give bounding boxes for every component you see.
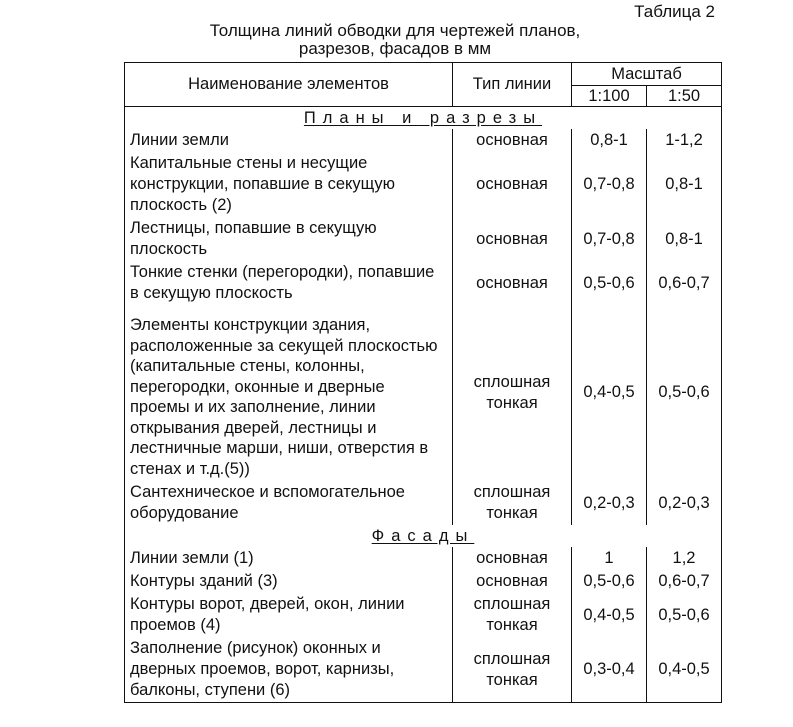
row-line-type: сплошная тонкая <box>453 593 572 637</box>
row-element-name: Линии земли <box>125 129 453 152</box>
table-row <box>125 261 722 305</box>
row-line-type: основная <box>453 261 572 305</box>
row-element-name: Капитальные стены и несущие конструкции, попавшие в секущую плоскость (2) <box>125 152 453 217</box>
line-thickness-table <box>124 62 722 703</box>
row-scale-50: 1,2 <box>647 547 722 570</box>
table-row <box>125 152 722 217</box>
row-element-name: Тонкие стенки (перегородки), попавшие в секущую плоскость <box>125 261 453 305</box>
row-element-name: Заполнение (рисунок) оконных и дверных проемов, ворот, карнизы, балконы, ступени (6) <box>125 637 453 703</box>
row-element-name: Контуры зданий (3) <box>125 570 453 593</box>
table-row <box>125 480 722 525</box>
caption-line-2: разрезов, фасадов в мм <box>298 39 492 58</box>
header-scale-100: 1:100 <box>572 86 647 107</box>
section-facades-label: Фасады <box>371 527 475 545</box>
row-element-name: Линии земли (1) <box>125 547 453 570</box>
row-scale-100: 0,8-1 <box>572 129 647 152</box>
caption-line-1: Толщина линий обводки для чертежей планов, <box>209 21 581 40</box>
row-scale-50: 0,5-0,6 <box>647 593 722 637</box>
row-scale-100: 0,7-0,8 <box>572 152 647 217</box>
row-line-type: основная <box>453 547 572 570</box>
header-name: Наименование элементов <box>125 63 453 107</box>
table-row <box>125 547 722 570</box>
row-line-type: основная <box>453 129 572 152</box>
row-scale-100: 0,2-0,3 <box>572 480 647 525</box>
row-line-type: сплошная тонкая <box>453 480 572 525</box>
row-scale-50: 0,8-1 <box>647 217 722 261</box>
row-scale-100: 0,5-0,6 <box>572 570 647 593</box>
table-row <box>125 305 722 480</box>
table-row <box>125 593 722 637</box>
row-scale-50: 0,6-0,7 <box>647 261 722 305</box>
table-caption <box>200 22 590 58</box>
row-element-name: Лестницы, попавшие в секущую плоскость <box>125 217 453 261</box>
header-scale: Масштаб <box>572 63 722 86</box>
row-scale-50: 0,5-0,6 <box>647 305 722 480</box>
row-line-type: основная <box>453 217 572 261</box>
table-row <box>125 217 722 261</box>
row-line-type: основная <box>453 152 572 217</box>
row-scale-100: 0,5-0,6 <box>572 261 647 305</box>
row-line-type: сплошная тонкая <box>453 637 572 703</box>
row-scale-100: 0,3-0,4 <box>572 637 647 703</box>
row-scale-100: 0,7-0,8 <box>572 217 647 261</box>
row-scale-100: 1 <box>572 547 647 570</box>
table-row <box>125 637 722 703</box>
row-line-type: основная <box>453 570 572 593</box>
row-scale-50: 0,8-1 <box>647 152 722 217</box>
header-line-type: Тип линии <box>453 63 572 107</box>
section-plans <box>125 107 722 130</box>
row-scale-100: 0,4-0,5 <box>572 305 647 480</box>
row-element-name: Сантехническое и вспомогательное оборудование <box>125 480 453 525</box>
row-scale-100: 0,4-0,5 <box>572 593 647 637</box>
row-scale-50: 0,2-0,3 <box>647 480 722 525</box>
section-facades <box>125 525 722 547</box>
row-element-name: Элементы конструкции здания, расположенные за секущей плоскостью (капитальные стены, колонны, перегородки, оконные и дверные проемы и их заполнение, линии открывания дверей, лестницы и лестничные марши, ниши, отверстия в стенах и т.д.(5)) <box>125 305 453 480</box>
row-element-name: Контуры ворот, дверей, окон, линии проемов (4) <box>125 593 453 637</box>
row-scale-50: 0,6-0,7 <box>647 570 722 593</box>
section-plans-label: Планы и разрезы <box>303 109 543 127</box>
header-scale-50: 1:50 <box>647 86 722 107</box>
row-line-type: сплошная тонкая <box>453 305 572 480</box>
row-scale-50: 1-1,2 <box>647 129 722 152</box>
table-number: Таблица 2 <box>634 2 715 21</box>
table-row <box>125 129 722 152</box>
table-row <box>125 570 722 593</box>
row-scale-50: 0,4-0,5 <box>647 637 722 703</box>
